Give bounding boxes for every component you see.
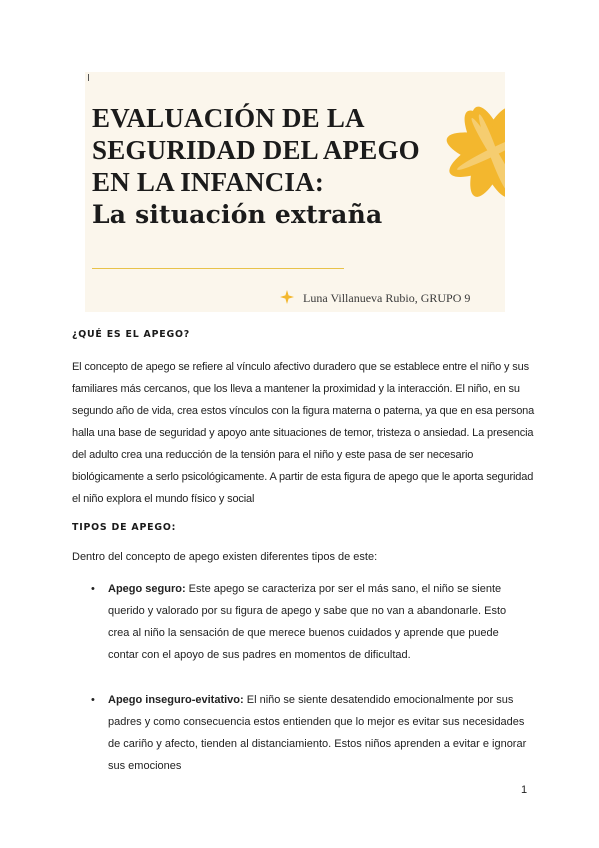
author-line: Luna Villanueva Rubio, GRUPO 9 [303, 291, 471, 305]
title-line-3: EN LA INFANCIA: [92, 167, 325, 197]
title-line-1: EVALUACIÓN DE LA [92, 103, 365, 133]
cover-subtitle: La situación extraña [92, 200, 383, 229]
cover-banner [85, 72, 505, 312]
title-line-2: SEGURIDAD DEL APEGO [92, 135, 420, 165]
section-heading-what-is-attachment: ¿QUÉ ES EL APEGO? [72, 329, 190, 340]
section-heading-attachment-types: TIPOS DE APEGO: [72, 522, 177, 533]
cursor-mark [88, 74, 89, 81]
cover-title [92, 102, 420, 231]
term-secure-attachment: Apego seguro: [108, 583, 186, 595]
section-body-what-is-attachment: El concepto de apego se refiere al vínculo afectivo duradero que se establece entre el niño y sus familiares más cercanos, que los lleva a mantener la proximidad y la interacción. El niño, en su segundo año de vida, crea estos vínculos con la figura materna o paterna, ya que en esa persona halla una base de seguridad y apoyo ante situaciones de temor, tristeza o ansiedad. La presencia del adulto crea una reducción de la tensión para el niño y este pasa de ser necesario biológicamente a serlo psicológicamente. A partir de esta figura de apego que le aporta seguridad el niño explora el mundo físico y social [72, 361, 535, 505]
sparkle-star-icon [280, 290, 294, 304]
list-item-secure-attachment [91, 578, 528, 666]
title-divider [92, 268, 344, 269]
term-avoidant-attachment: Apego inseguro-evitativo: [108, 694, 244, 706]
attachment-types-intro: Dentro del concepto de apego existen diferentes tipos de este: [72, 551, 378, 563]
bullet-icon: • [91, 583, 95, 595]
bullet-icon: • [91, 694, 95, 706]
list-item-avoidant-attachment [91, 689, 528, 777]
desc-secure-attachment: Este apego se caracteriza por ser el más sano, el niño se siente querido y valorado por su figura de apego y sabe que no van a abandonarle. Esto crea al niño la sensación de que merece buenos cuidados y aprende que puede contar con el apoyo de sus padres en momentos de dificultad. [108, 583, 507, 661]
desc-avoidant-attachment: El niño se siente desatendido emocionalmente por sus padres y como consecuencia estos entienden que lo mejor es evitar sus necesidades de cariño y afecto, tienden al distanciamiento. Estos niños aprenden a evitar e ignorar sus emociones [108, 694, 527, 772]
page-number: 1 [521, 784, 528, 796]
